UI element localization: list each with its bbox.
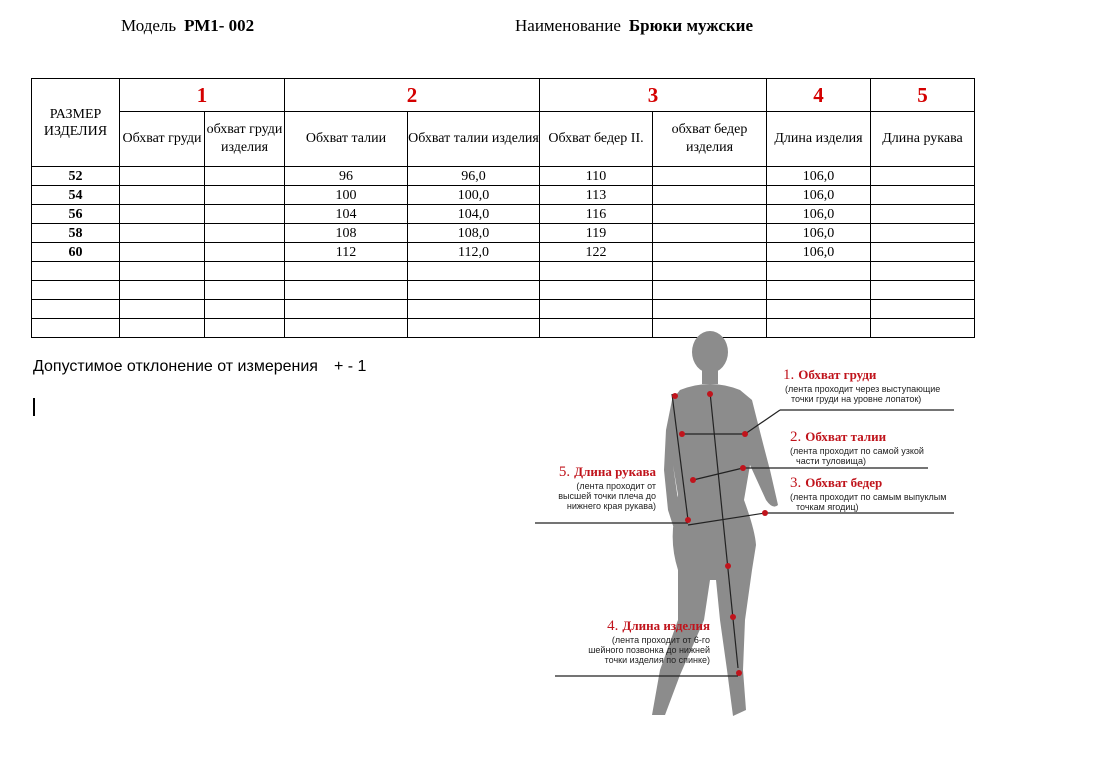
model-value: РМ1- 002 (184, 16, 255, 35)
table-cell: 106,0 (767, 186, 871, 205)
table-cell: 108,0 (408, 224, 540, 243)
table-row (32, 167, 975, 186)
hips-description (790, 492, 946, 512)
size-cell: 56 (32, 205, 120, 224)
hips-desc-line: точкам ягодиц) (796, 502, 859, 512)
group-header-2: 2 (285, 79, 540, 112)
table-cell: 96 (285, 167, 408, 186)
waist-description (790, 446, 924, 466)
tolerance-value: + - 1 (333, 358, 367, 375)
sleeve-title: Длина рукава (574, 464, 656, 479)
label-length (558, 617, 710, 665)
table-cell: 100 (285, 186, 408, 205)
size-cell: 60 (32, 243, 120, 262)
table-cell: 122 (540, 243, 653, 262)
table-cell: 113 (540, 186, 653, 205)
chest-number: 1. (783, 367, 795, 383)
col-waist-garment: Обхват талии изделия (408, 112, 540, 167)
table-cell (120, 243, 205, 262)
label-chest (783, 366, 940, 404)
table-cell: 106,0 (767, 167, 871, 186)
chest-desc-line: (лента проходит через выступающие (785, 384, 941, 394)
size-chart-table (31, 78, 975, 338)
product-name-header (515, 16, 753, 36)
waist-number: 2. (790, 429, 802, 445)
length-desc-line: (лента проходит от 6-го (611, 635, 710, 645)
text-cursor (33, 398, 35, 416)
label-hips (790, 474, 946, 512)
table-cell (205, 167, 285, 186)
product-name-label: Наименование (515, 16, 621, 35)
table-cell: 106,0 (767, 243, 871, 262)
table-cell (205, 243, 285, 262)
table-cell (120, 224, 205, 243)
chest-desc-line: точки груди на уровне лопаток) (791, 394, 922, 404)
size-cell: 58 (32, 224, 120, 243)
col-hips: Обхват бедер II. (540, 112, 653, 167)
table-cell: 104 (285, 205, 408, 224)
col-chest-garment: обхват груди изделия (205, 112, 285, 167)
table-cell: 100,0 (408, 186, 540, 205)
sleeve-desc-line: высшей точки плеча до (558, 491, 656, 501)
label-sleeve (536, 463, 656, 511)
col-waist: Обхват талии (285, 112, 408, 167)
length-desc-line: шейного позвонка до нижней (588, 645, 710, 655)
table-cell (205, 205, 285, 224)
size-column-header: РАЗМЕР ИЗДЕЛИЯ (32, 79, 120, 167)
tolerance-text: Допустимое отклонение от измерения (33, 358, 318, 375)
hips-title: Обхват бедер (805, 475, 883, 490)
table-cell: 106,0 (767, 205, 871, 224)
empty-row (32, 300, 975, 319)
table-cell (871, 167, 975, 186)
col-length: Длина изделия (767, 112, 871, 167)
waist-desc-line: части туловища) (796, 456, 866, 466)
col-hips-garment: обхват бедер изделия (653, 112, 767, 167)
col-sleeve: Длина рукава (871, 112, 975, 167)
table-row (32, 224, 975, 243)
chest-description (785, 384, 940, 404)
table-cell (653, 243, 767, 262)
table-cell: 106,0 (767, 224, 871, 243)
table-cell (653, 186, 767, 205)
group-header-3: 3 (540, 79, 767, 112)
table-cell (120, 167, 205, 186)
label-waist (790, 428, 924, 466)
table-row (32, 186, 975, 205)
table-row (32, 205, 975, 224)
sleeve-desc-line: (лента проходит от (576, 481, 656, 491)
table-cell: 119 (540, 224, 653, 243)
hips-number: 3. (790, 475, 802, 491)
group-header-5: 5 (871, 79, 975, 112)
group-header-1: 1 (120, 79, 285, 112)
size-cell: 52 (32, 167, 120, 186)
table-cell: 110 (540, 167, 653, 186)
table-cell (205, 186, 285, 205)
table-row (32, 243, 975, 262)
table-cell: 104,0 (408, 205, 540, 224)
sleeve-desc-line: нижнего края рукава) (566, 501, 656, 511)
table-cell: 96,0 (408, 167, 540, 186)
table-cell (653, 167, 767, 186)
length-desc-line: точки изделия по спинке) (604, 655, 710, 665)
table-cell (120, 186, 205, 205)
table-cell (871, 186, 975, 205)
table-cell (653, 224, 767, 243)
model-header (121, 16, 254, 36)
table-cell (871, 243, 975, 262)
table-cell (205, 224, 285, 243)
length-description (558, 635, 710, 665)
hips-desc-line: (лента проходит по самым выпуклым (790, 492, 947, 502)
table-cell: 108 (285, 224, 408, 243)
table-cell: 112,0 (408, 243, 540, 262)
group-header-4: 4 (767, 79, 871, 112)
model-label: Модель (121, 16, 177, 35)
length-number: 4. (607, 618, 619, 634)
table-cell (120, 205, 205, 224)
waist-desc-line: (лента проходит по самой узкой (790, 446, 924, 456)
size-cell: 54 (32, 186, 120, 205)
product-name-value: Брюки мужские (628, 16, 754, 35)
table-cell: 112 (285, 243, 408, 262)
table-cell (871, 224, 975, 243)
waist-title: Обхват талии (805, 429, 887, 444)
col-chest: Обхват груди (120, 112, 205, 167)
table-cell (653, 205, 767, 224)
sleeve-number: 5. (558, 464, 571, 480)
empty-row (32, 281, 975, 300)
table-cell: 116 (540, 205, 653, 224)
empty-row (32, 262, 975, 281)
length-title: Длина изделия (622, 618, 710, 633)
chest-title: Обхват груди (798, 367, 877, 382)
tolerance-note (33, 358, 366, 376)
sleeve-description (536, 481, 656, 511)
measurement-diagram (530, 330, 970, 725)
table-cell (871, 205, 975, 224)
